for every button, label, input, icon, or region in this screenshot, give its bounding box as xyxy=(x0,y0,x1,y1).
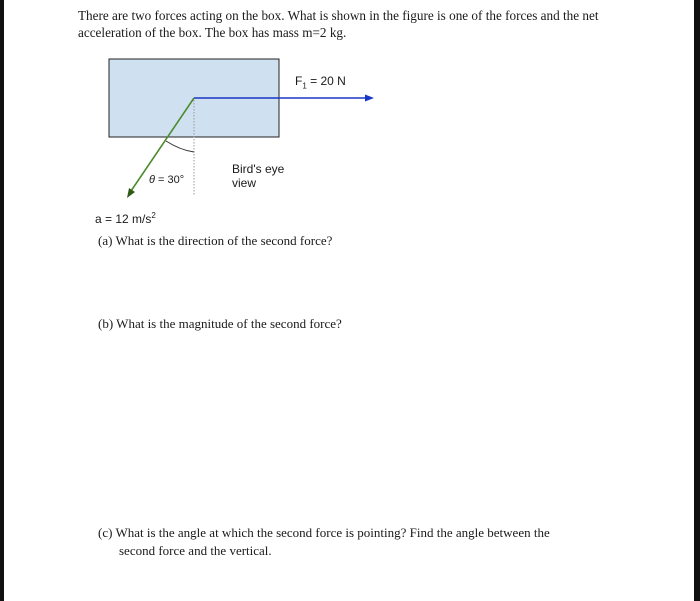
acceleration-label: a = 12 $m/s^2$ xyxy=(95,211,156,226)
force-label: $F_1 = 20$ N xyxy=(295,74,346,91)
question-c xyxy=(98,524,598,560)
question-c-line1: (c) What is the angle at which the second force is pointing? Find the angle between the xyxy=(98,525,550,540)
question-a: (a) What is the direction of the second force? xyxy=(98,233,333,248)
angle-label: θ = 30° xyxy=(149,174,185,186)
angle-arc xyxy=(166,141,194,152)
question-b: (b) What is the magnitude of the second force? xyxy=(98,316,342,331)
question-c-line2: second force and the vertical. xyxy=(119,543,272,558)
force-arrowhead xyxy=(365,95,374,102)
view-label: Bird's eye view xyxy=(232,162,285,190)
acceleration-arrowhead xyxy=(127,188,135,198)
problem-statement: There are two forces acting on the box. What is shown in the figure is one of the forces and the net acceleration of the box. The box has mass m=2 kg. xyxy=(78,8,599,40)
